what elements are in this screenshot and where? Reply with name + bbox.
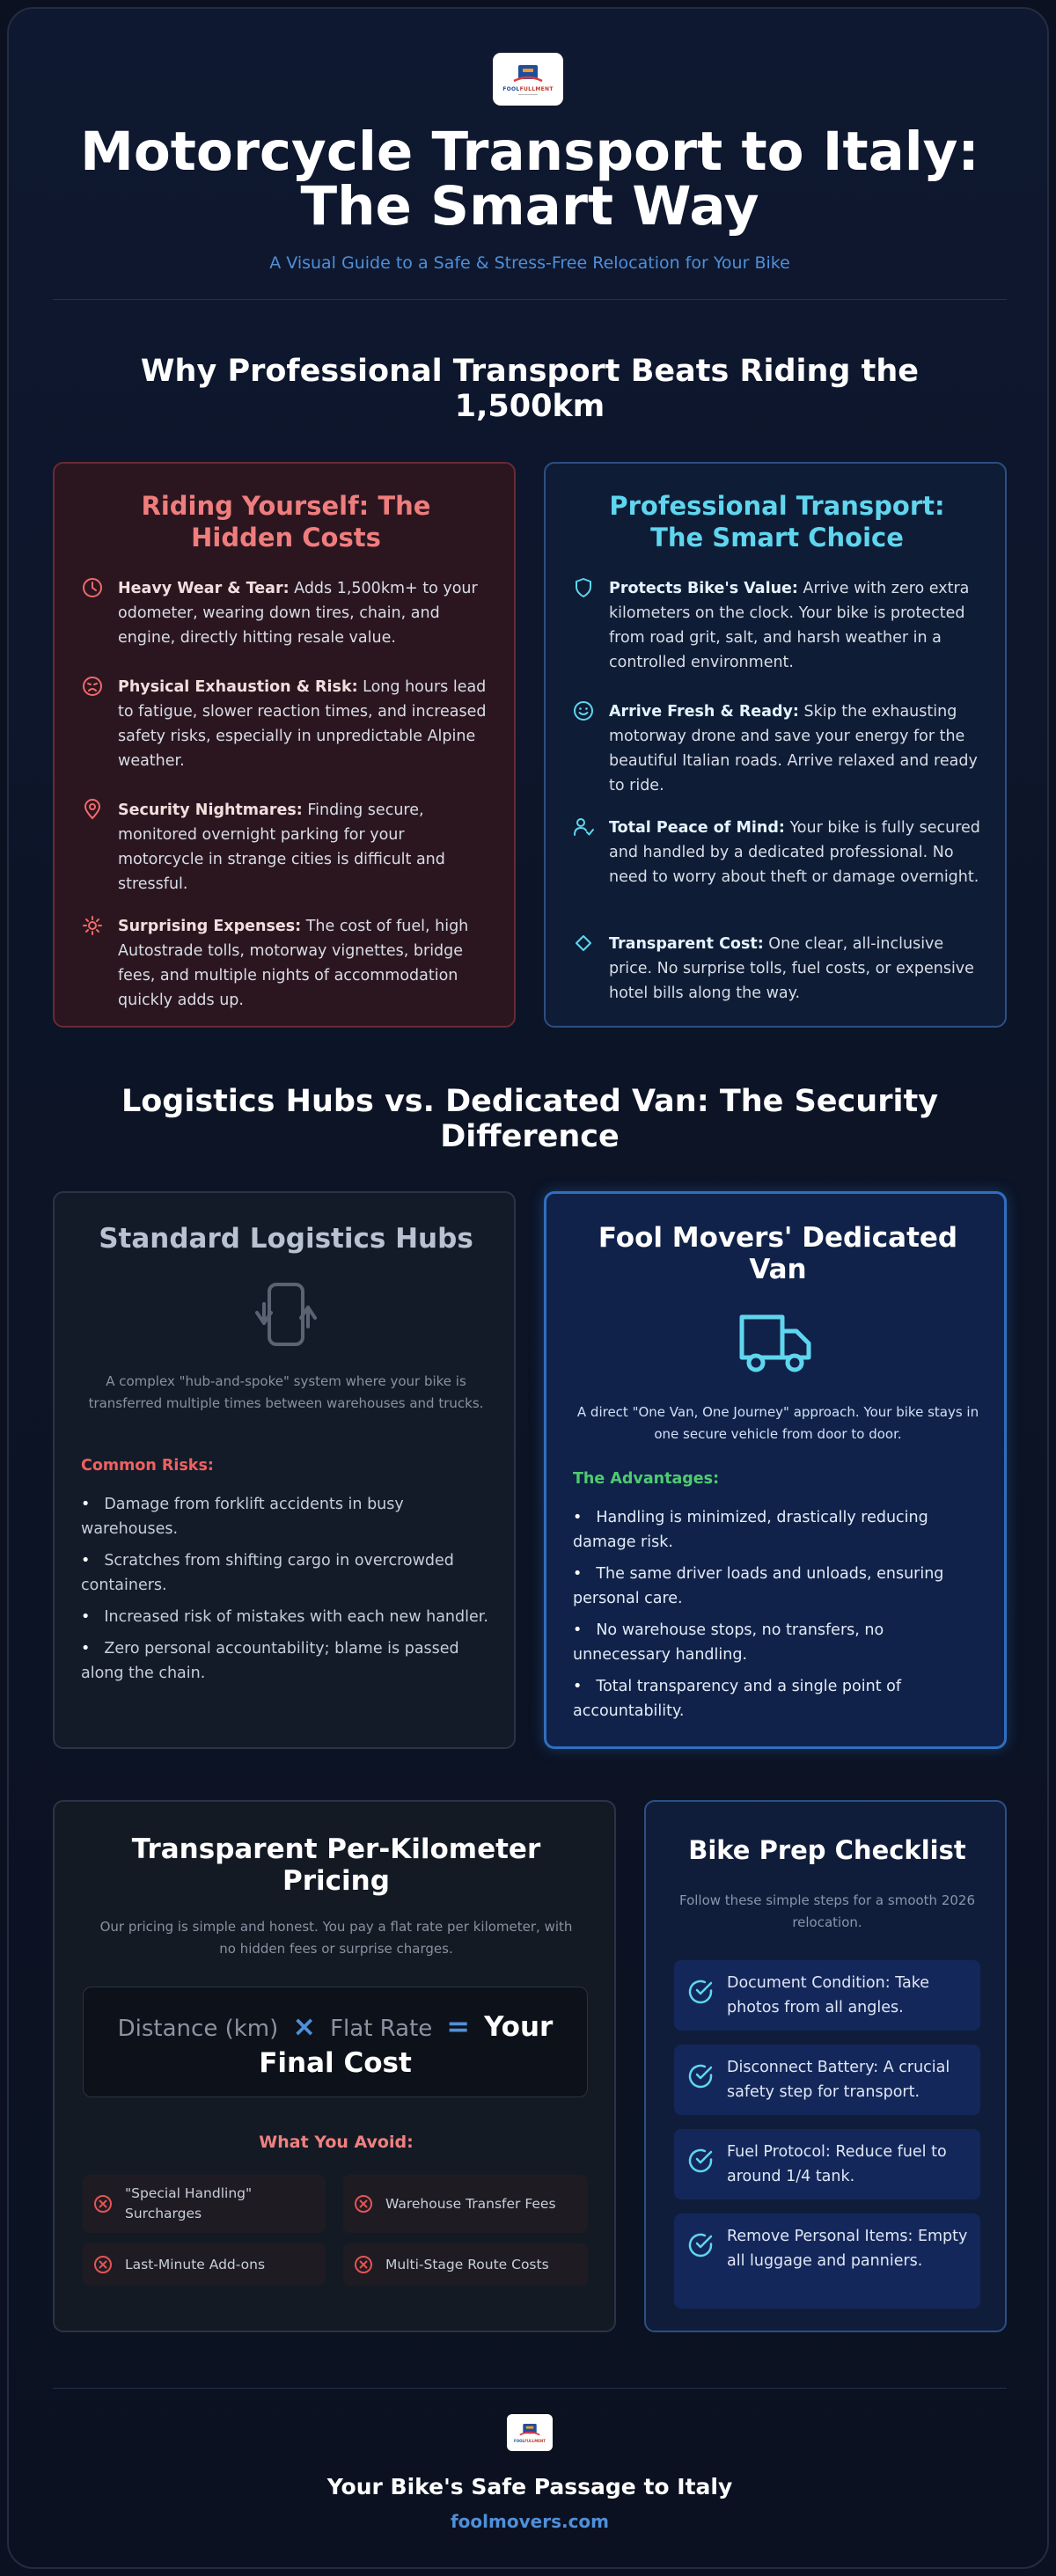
pro-item-peace: Total Peace of Mind: Your bike is fully secured and handled by a dedicated professional. No need to worry about theft or damage overnight. <box>572 816 982 889</box>
van-title: Fool Movers' Dedicated Van <box>598 1222 958 1285</box>
avoid-chip: "Special Handling" Surcharges <box>83 2175 326 2233</box>
pro-item-value: Protects Bike's Value: Arrive with zero extra kilometers on the clock. Your bike is protected from road grit, salt, and harsh weather in a controlled environment. <box>572 576 982 675</box>
list-item: • Damage from forklift accidents in busy warehouses. <box>81 1492 491 1541</box>
website-link[interactable]: foolmovers.com <box>450 2511 610 2532</box>
logo-mark-icon <box>517 2422 542 2438</box>
logo-mark-icon <box>510 63 546 84</box>
professional-transport-card <box>544 462 1007 1028</box>
standard-hubs-card <box>53 1191 516 1749</box>
riding-card-title: Riding Yourself: The Hidden Costs <box>141 491 431 553</box>
logistics-heading: Logistics Hubs vs. Dedicated Van: The Security Difference <box>121 1084 939 1154</box>
pricing-formula: Distance (km) × Flat Rate = Your Final Cost <box>83 1987 588 2097</box>
bike-prep-checklist-card <box>644 1800 1007 2332</box>
riding-item-security: Security Nightmares: Finding secure, monitored overnight parking for your motorcycle in strange cities is difficult and stressful. <box>81 798 491 896</box>
list-item: • No warehouse stops, no transfers, no unnecessary handling. <box>573 1618 983 1667</box>
check-circle-icon <box>686 2147 715 2175</box>
avoid-chip: Multi-Stage Route Costs <box>343 2243 588 2286</box>
professional-card-title: Professional Transport: The Smart Choice <box>609 491 945 553</box>
check-circle-icon <box>686 1978 715 2006</box>
avoid-heading: What You Avoid: <box>259 2133 414 2152</box>
check-circle-icon <box>686 2062 715 2090</box>
van-description: A direct "One Van, One Journey" approach. Your bike stays in one secure vehicle from door to door. <box>576 1404 979 1442</box>
shield-icon <box>572 576 595 599</box>
riding-item-wear: Heavy Wear & Tear: Adds 1,500km+ to your odometer, wearing down tires, chain, and engine, directly hitting resale value. <box>81 576 491 650</box>
checklist-item: Disconnect Battery: A crucial safety step for transport. <box>674 2045 980 2115</box>
user-check-icon <box>572 816 595 838</box>
x-circle-icon <box>354 2255 373 2274</box>
footer-title: Your Bike's Safe Passage to Italy <box>326 2474 733 2499</box>
tired-face-icon <box>81 675 104 698</box>
list-item: • Total transparency and a single point of accountability. <box>573 1674 983 1723</box>
pro-item-fresh: Arrive Fresh & Ready: Skip the exhausting motorway drone and save your energy for the beautiful Italian roads. Arrive relaxed and ready to ride. <box>572 699 982 798</box>
hubs-description: A complex "hub-and-spoke" system where your bike is transferred multiple times between warehouses and trucks. <box>88 1373 484 1411</box>
avoid-chip: Last-Minute Add-ons <box>83 2243 326 2286</box>
list-item: • Zero personal accountability; blame is passed along the chain. <box>81 1636 491 1686</box>
dedicated-van-card <box>544 1191 1007 1749</box>
multiply-icon: × <box>292 2009 317 2043</box>
checklist-item: Document Condition: Take photos from all angles. <box>674 1960 980 2031</box>
page-subtitle: A Visual Guide to a Safe & Stress-Free Relocation for Your Bike <box>269 253 790 273</box>
riding-item-expenses: Surprising Expenses: The cost of fuel, high Autostrade tolls, motorway vignettes, bridge fees, and multiple nights of accommodation quickly adds up. <box>81 914 491 1013</box>
checklist-title: Bike Prep Checklist <box>688 1835 966 1865</box>
truck-icon <box>738 1312 814 1375</box>
hubs-title: Standard Logistics Hubs <box>99 1223 473 1255</box>
smile-icon <box>572 699 595 722</box>
pricing-description: Our pricing is simple and honest. You pay a flat rate per kilometer, with no hidden fees or surprise charges. <box>99 1919 573 1957</box>
x-circle-icon <box>354 2194 373 2214</box>
checklist-item: Fuel Protocol: Reduce fuel to around 1/4 tank. <box>674 2129 980 2199</box>
logo-wordmark: FOOLFULLMENT <box>502 86 554 92</box>
list-item: • Handling is minimized, drastically reducing damage risk. <box>573 1505 983 1555</box>
divider <box>53 299 1007 300</box>
infographic-frame <box>7 7 1049 2569</box>
riding-yourself-card <box>53 462 516 1028</box>
hubs-risk-list <box>81 1492 491 1693</box>
why-heading: Why Professional Transport Beats Riding the 1,500km <box>140 354 920 424</box>
equals-icon: = <box>446 2009 471 2043</box>
van-advantages-label: The Advantages: <box>573 1470 720 1488</box>
diamond-icon <box>572 932 595 955</box>
avoid-chip: Warehouse Transfer Fees <box>343 2175 588 2233</box>
x-circle-icon <box>93 2194 113 2214</box>
van-advantage-list <box>573 1505 983 1731</box>
checklist-description: Follow these simple steps for a smooth 2026 relocation. <box>678 1892 976 1930</box>
sun-icon <box>81 914 104 937</box>
list-item: • Increased risk of mistakes with each new handler. <box>81 1605 491 1629</box>
pricing-title: Transparent Per-Kilometer Pricing <box>131 1833 541 1897</box>
list-item: • The same driver loads and unloads, ensuring personal care. <box>573 1562 983 1611</box>
checklist-item: Remove Personal Items: Empty all luggage and panniers. <box>674 2214 980 2309</box>
transfer-arrows-icon <box>248 1277 324 1353</box>
hubs-risks-label: Common Risks: <box>81 1457 214 1475</box>
list-item: • Scratches from shifting cargo in overcrowded containers. <box>81 1548 491 1598</box>
check-circle-icon <box>686 2231 715 2259</box>
footer-divider <box>53 2388 1007 2389</box>
pro-item-cost: Transparent Cost: One clear, all-inclusive price. No surprise tolls, fuel costs, or expensive hotel bills along the way. <box>572 932 982 1006</box>
pricing-card <box>53 1800 616 2332</box>
page-title: Motorcycle Transport to Italy: The Smart Way <box>80 121 979 238</box>
riding-item-exhaustion: Physical Exhaustion & Risk: Long hours lead to fatigue, slower reaction times, and increased safety risks, especially in unpredictable Alpine weather. <box>81 675 491 773</box>
map-pin-icon <box>81 798 104 821</box>
x-circle-icon <box>93 2255 113 2274</box>
footer-logo: FOOLFULLMENT <box>507 2414 553 2451</box>
clock-icon <box>81 576 104 599</box>
brand-logo <box>493 53 563 106</box>
